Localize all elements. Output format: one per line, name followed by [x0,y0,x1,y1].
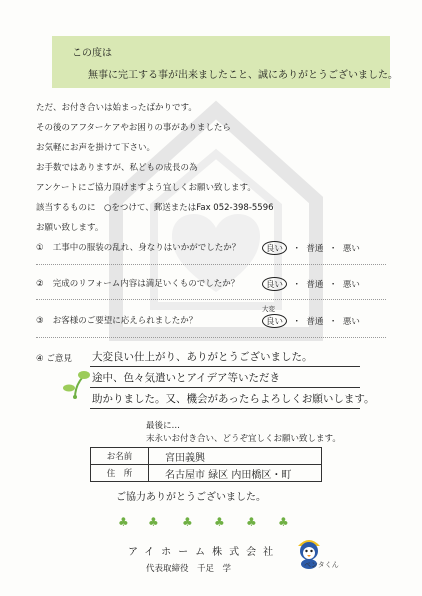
closing-line: 末永いお付き合い、どうぞ宜しくお願い致します。 [146,434,341,444]
mascot-name: ペンタくん [304,561,339,569]
question-number: ② [36,279,44,289]
thanks-message: ご協力ありがとうございました。 [116,492,266,503]
option-bad[interactable]: 悪い [342,244,360,254]
separator-dot: ・ [328,317,338,327]
header-greeting: この度は [72,48,112,59]
opinion-handwriting: 助かりました。又、機会があったらよろしくお願いします。 [92,393,375,405]
clover-icon: ♣ [118,515,129,529]
opinion-handwriting: 途中、色々気遣いとアイデア等いただき [92,372,281,384]
separator-dot: ・ [292,317,301,327]
intro-line: アンケートにご協力頂けますよう宜しくお願い致します。 [36,183,256,193]
question-2 [36,277,239,289]
clover-icon: ♣ [246,515,257,529]
table-row [91,448,322,465]
clover-icon: ♣ [182,515,193,529]
intro-line: ただ、お付き合いは始まったばかりです。 [36,103,197,113]
option-normal[interactable]: 普通 [306,280,324,290]
company-name: アイホーム株式会社 [128,547,281,558]
question-text: 工事中の服装の乱れ、身なりはいかがでしたか？ [52,243,241,253]
closing-line: 最後に… [146,421,181,431]
opinion-label: ④ ご意見 [36,354,72,364]
intro-fax-line: 該当するものに ○をつけて、郵送またはFax 052-398-5596 [36,203,274,213]
clover-icon: ♣ [148,515,159,529]
representative: 代表取締役 千足 学 [146,564,232,574]
question-1 [36,241,240,253]
handwritten-note: 大変 [262,305,275,313]
name-field[interactable]: 宮田義興 [149,448,322,465]
option-good-selected[interactable]: 良い [262,314,287,328]
question-number: ③ [36,316,44,326]
question-3-options [262,314,360,328]
sprout-icon [58,366,92,400]
option-good-selected[interactable]: 良い [262,241,287,255]
clover-icon: ♣ [214,515,225,529]
address-field[interactable]: 名古屋市 緑区 内田橋区・町 [149,465,322,482]
writing-line [90,366,360,367]
intro-line: その後のアフターケアやお困りの事がありましたら [36,123,231,133]
clover-icon: ♣ [278,515,289,529]
divider [36,299,386,300]
option-bad[interactable]: 悪い [342,280,360,290]
option-bad[interactable]: 悪い [342,317,360,327]
question-3 [36,314,197,326]
separator-dot: ・ [292,280,301,290]
question-1-options [262,241,360,255]
question-2-options [262,277,360,291]
intro-line: お手数ではありますが、私どもの成長の為 [36,163,198,173]
separator-dot: ・ [292,244,301,254]
name-label: お名前 [91,448,149,465]
writing-line [90,408,360,409]
table-row [91,465,322,482]
intro-line: お願い致します。 [36,223,104,233]
option-normal[interactable]: 普通 [306,317,324,327]
question-text: 完成のリフォーム内容は満足いくものでしたか？ [52,279,240,289]
address-label: 住 所 [91,465,149,482]
question-number: ① [36,243,44,253]
divider [36,264,386,265]
separator-dot: ・ [328,244,338,254]
option-normal[interactable]: 普通 [306,244,324,254]
question-text: お客様のご要望に応えられましたか？ [52,316,198,326]
opinion-handwriting: 大変良い仕上がり、ありがとうございました。 [92,351,313,363]
intro-line: お気軽にお声を掛けて下さい。 [36,143,156,153]
writing-line [90,387,360,388]
divider [36,337,386,338]
customer-info-table [90,447,322,482]
option-good-selected[interactable]: 良い [262,277,287,291]
separator-dot: ・ [328,280,338,290]
header-thanks: 無事に完工する事が出来ましたこと、誠にありがとうございました。 [88,70,398,81]
